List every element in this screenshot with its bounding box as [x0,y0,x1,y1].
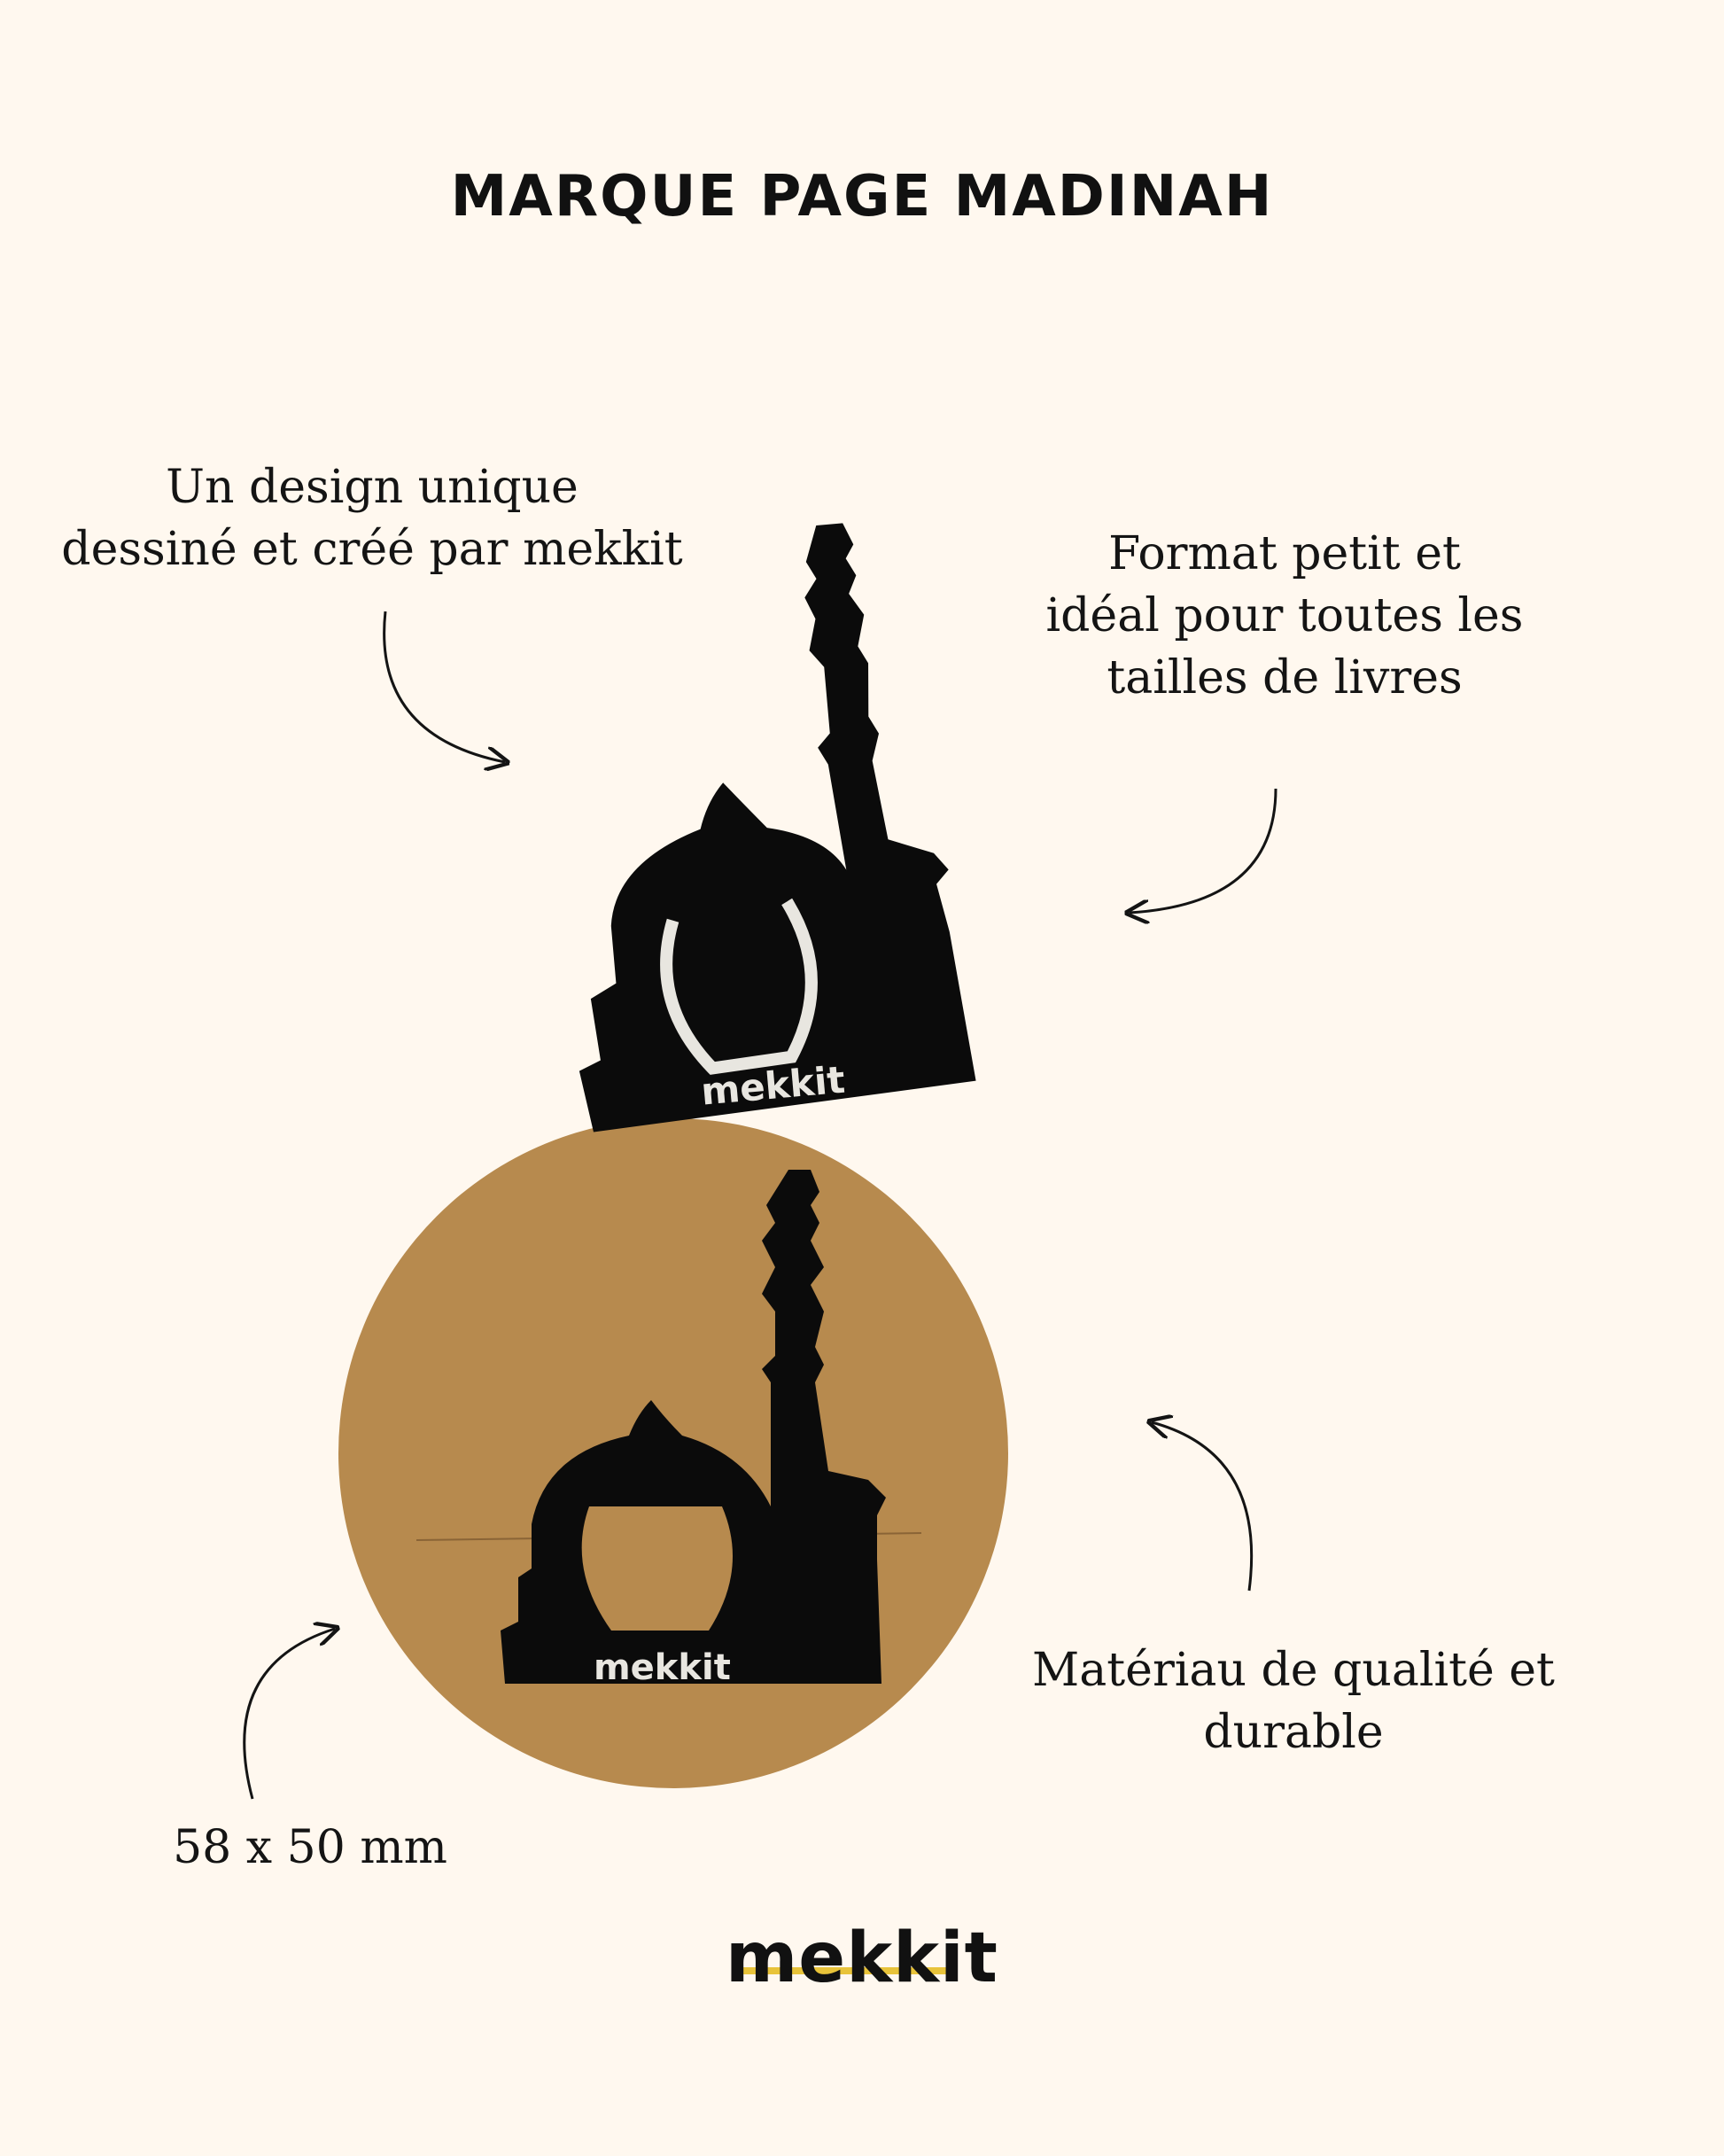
brand-logo: mekkit [726,1919,998,1998]
caption-format-line: idéal pour toutes les [1045,589,1524,642]
caption-design-line: Un design unique [166,461,579,514]
bookmark-top-logo: mekkit [699,1057,847,1114]
caption-format-line: Format petit et [1108,527,1461,580]
arrow-format [1130,789,1276,913]
arrow-size [245,1629,335,1799]
bookmark-bottom-logo: mekkit [594,1647,731,1688]
bookmark-top [533,516,977,1132]
caption-format-line: tailles de livres [1107,651,1463,704]
caption-material-line: Matériau de qualité et [1032,1644,1555,1697]
caption-material-line: durable [1203,1706,1384,1759]
caption-design-line: dessiné et créé par mekkit [61,523,683,576]
arrow-material [1152,1422,1252,1591]
arrow-design [384,611,505,762]
page-title: MARQUE PAGE MADINAH [450,164,1274,230]
caption-size-line: 58 x 50 mm [173,1821,447,1874]
